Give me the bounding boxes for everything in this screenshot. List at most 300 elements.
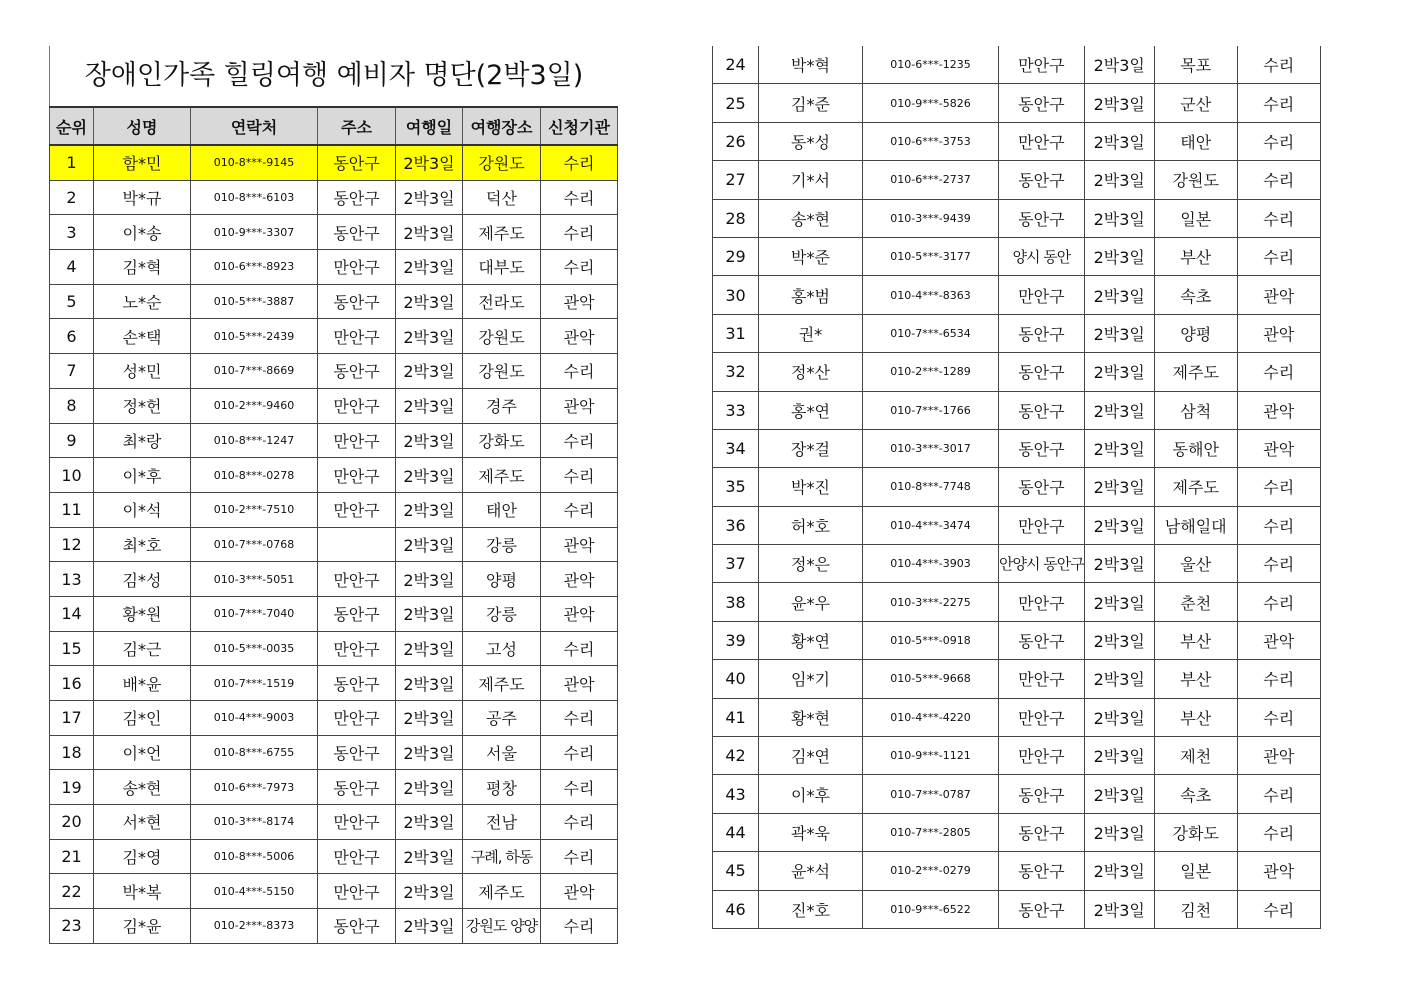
table-row — [713, 314, 1321, 352]
cell-destination: 강화도 — [1154, 813, 1237, 851]
cell-destination: 부산 — [1154, 660, 1237, 698]
table-row — [713, 890, 1321, 928]
cell-travel-days: 2박3일 — [1084, 890, 1154, 928]
cell-name: 최*호 — [94, 527, 191, 562]
cell-travel-days: 2박3일 — [396, 145, 463, 180]
cell-name: 정*은 — [759, 545, 863, 583]
cell-destination: 태안 — [1154, 122, 1237, 160]
cell-address: 만안구 — [318, 874, 396, 909]
table-row — [713, 506, 1321, 544]
cell-name: 김*성 — [94, 562, 191, 597]
table-row — [713, 737, 1321, 775]
cell-destination: 양평 — [463, 562, 541, 597]
cell-address: 만안구 — [318, 562, 396, 597]
cell-destination: 부산 — [1154, 237, 1237, 275]
header-contact: 연락처 — [191, 107, 318, 145]
cell-address: 만안구 — [999, 506, 1085, 544]
cell-travel-days: 2박3일 — [1084, 660, 1154, 698]
cell-name: 장*걸 — [759, 429, 863, 467]
cell-agency: 수리 — [1237, 775, 1320, 813]
cell-name: 김*혁 — [94, 250, 191, 285]
table-row — [713, 199, 1321, 237]
cell-travel-days: 2박3일 — [396, 354, 463, 389]
cell-agency: 수리 — [541, 145, 618, 180]
cell-contact: 010-7***-0768 — [191, 527, 318, 562]
cell-rank: 19 — [50, 770, 94, 805]
cell-address: 동안구 — [999, 775, 1085, 813]
cell-travel-days: 2박3일 — [1084, 813, 1154, 851]
cell-destination: 제주도 — [463, 215, 541, 250]
cell-agency: 관악 — [541, 527, 618, 562]
cell-contact: 010-4***-4220 — [863, 698, 999, 736]
cell-rank: 39 — [713, 621, 759, 659]
cell-name: 곽*욱 — [759, 813, 863, 851]
cell-address: 만안구 — [999, 46, 1085, 84]
cell-name: 성*민 — [94, 354, 191, 389]
cell-destination: 제주도 — [463, 458, 541, 493]
cell-agency: 수리 — [541, 735, 618, 770]
cell-agency: 수리 — [541, 492, 618, 527]
cell-destination: 강원도 양양 — [463, 909, 541, 944]
cell-rank: 31 — [713, 314, 759, 352]
cell-travel-days: 2박3일 — [1084, 621, 1154, 659]
cell-contact: 010-3***-5051 — [191, 562, 318, 597]
cell-agency: 수리 — [1237, 583, 1320, 621]
cell-address: 동안구 — [999, 161, 1085, 199]
cell-agency: 관악 — [1237, 276, 1320, 314]
cell-contact: 010-8***-0278 — [191, 458, 318, 493]
table-row — [50, 666, 618, 701]
cell-address: 만안구 — [318, 250, 396, 285]
cell-contact: 010-7***-6534 — [863, 314, 999, 352]
cell-agency: 수리 — [541, 770, 618, 805]
cell-travel-days: 2박3일 — [396, 319, 463, 354]
cell-name: 송*현 — [94, 770, 191, 805]
cell-rank: 13 — [50, 562, 94, 597]
cell-name: 이*석 — [94, 492, 191, 527]
cell-name: 김*근 — [94, 631, 191, 666]
table-row — [713, 46, 1321, 84]
cell-address: 동안구 — [999, 199, 1085, 237]
cell-name: 이*송 — [94, 215, 191, 250]
cell-travel-days: 2박3일 — [396, 666, 463, 701]
cell-travel-days: 2박3일 — [396, 527, 463, 562]
cell-contact: 010-8***-5006 — [191, 839, 318, 874]
table-row — [50, 145, 618, 180]
table-body-left — [50, 145, 618, 943]
header-address: 주소 — [318, 107, 396, 145]
cell-name: 박*복 — [94, 874, 191, 909]
cell-destination: 남해일대 — [1154, 506, 1237, 544]
cell-address: 만안구 — [999, 698, 1085, 736]
cell-agency: 수리 — [541, 805, 618, 840]
cell-contact: 010-8***-9145 — [191, 145, 318, 180]
table-row — [50, 284, 618, 319]
cell-contact: 010-7***-0787 — [863, 775, 999, 813]
cell-address: 동안구 — [318, 909, 396, 944]
cell-name: 동*성 — [759, 122, 863, 160]
cell-contact: 010-4***-5150 — [191, 874, 318, 909]
cell-destination: 강원도 — [463, 354, 541, 389]
cell-name: 김*연 — [759, 737, 863, 775]
cell-destination: 제주도 — [1154, 353, 1237, 391]
header-travel-days: 여행일 — [396, 107, 463, 145]
cell-rank: 30 — [713, 276, 759, 314]
cell-address: 만안구 — [318, 423, 396, 458]
table-body-right — [713, 46, 1321, 928]
cell-contact: 010-7***-1519 — [191, 666, 318, 701]
cell-rank: 41 — [713, 698, 759, 736]
table-row — [50, 354, 618, 389]
cell-name: 황*연 — [759, 621, 863, 659]
cell-travel-days: 2박3일 — [396, 492, 463, 527]
table-row — [713, 545, 1321, 583]
table-row — [50, 527, 618, 562]
cell-name: 윤*석 — [759, 852, 863, 890]
cell-address: 동안구 — [999, 391, 1085, 429]
cell-address: 동안구 — [999, 890, 1085, 928]
table-row — [713, 391, 1321, 429]
cell-agency: 관악 — [541, 874, 618, 909]
table-row — [50, 562, 618, 597]
cell-rank: 1 — [50, 145, 94, 180]
cell-contact: 010-7***-7040 — [191, 596, 318, 631]
table-row — [50, 909, 618, 944]
cell-address: 동안구 — [999, 852, 1085, 890]
cell-address: 만안구 — [318, 805, 396, 840]
cell-travel-days: 2박3일 — [396, 735, 463, 770]
cell-travel-days: 2박3일 — [1084, 698, 1154, 736]
cell-travel-days: 2박3일 — [396, 631, 463, 666]
cell-name: 최*랑 — [94, 423, 191, 458]
cell-address: 동안구 — [318, 666, 396, 701]
cell-rank: 11 — [50, 492, 94, 527]
header-name: 성명 — [94, 107, 191, 145]
cell-rank: 4 — [50, 250, 94, 285]
cell-contact: 010-5***-3887 — [191, 284, 318, 319]
cell-destination: 제천 — [1154, 737, 1237, 775]
cell-name: 노*순 — [94, 284, 191, 319]
cell-destination: 제주도 — [1154, 468, 1237, 506]
cell-contact: 010-5***-9668 — [863, 660, 999, 698]
page-title: 장애인가족 힐링여행 예비자 명단(2박3일) — [49, 46, 618, 106]
cell-name: 손*택 — [94, 319, 191, 354]
cell-travel-days: 2박3일 — [1084, 353, 1154, 391]
cell-destination: 제주도 — [463, 666, 541, 701]
table-row — [713, 583, 1321, 621]
cell-rank: 15 — [50, 631, 94, 666]
table-row — [713, 429, 1321, 467]
cell-destination: 속초 — [1154, 276, 1237, 314]
cell-destination: 서울 — [463, 735, 541, 770]
left-panel — [49, 46, 618, 944]
cell-agency: 수리 — [541, 458, 618, 493]
cell-rank: 27 — [713, 161, 759, 199]
cell-agency: 수리 — [1237, 46, 1320, 84]
cell-travel-days: 2박3일 — [1084, 237, 1154, 275]
cell-agency: 관악 — [1237, 429, 1320, 467]
cell-travel-days: 2박3일 — [1084, 468, 1154, 506]
cell-agency: 수리 — [541, 423, 618, 458]
cell-travel-days: 2박3일 — [396, 874, 463, 909]
cell-travel-days: 2박3일 — [1084, 545, 1154, 583]
cell-destination: 양평 — [1154, 314, 1237, 352]
cell-address: 만안구 — [999, 122, 1085, 160]
cell-travel-days: 2박3일 — [1084, 122, 1154, 160]
cell-destination: 경주 — [463, 388, 541, 423]
cell-rank: 37 — [713, 545, 759, 583]
table-row — [713, 852, 1321, 890]
cell-destination: 평창 — [463, 770, 541, 805]
cell-destination: 삼척 — [1154, 391, 1237, 429]
cell-destination: 춘천 — [1154, 583, 1237, 621]
cell-rank: 29 — [713, 237, 759, 275]
cell-contact: 010-6***-7973 — [191, 770, 318, 805]
cell-address: 만안구 — [999, 737, 1085, 775]
cell-contact: 010-8***-1247 — [191, 423, 318, 458]
cell-travel-days: 2박3일 — [396, 805, 463, 840]
cell-rank: 32 — [713, 353, 759, 391]
cell-rank: 28 — [713, 199, 759, 237]
cell-travel-days: 2박3일 — [396, 909, 463, 944]
cell-address: 만안구 — [318, 388, 396, 423]
table-row — [713, 84, 1321, 122]
cell-contact: 010-6***-8923 — [191, 250, 318, 285]
cell-name: 박*준 — [759, 237, 863, 275]
cell-travel-days: 2박3일 — [396, 284, 463, 319]
cell-rank: 3 — [50, 215, 94, 250]
cell-agency: 수리 — [541, 180, 618, 215]
cell-destination: 목포 — [1154, 46, 1237, 84]
table-header-row — [50, 107, 618, 145]
cell-name: 함*민 — [94, 145, 191, 180]
cell-contact: 010-4***-8363 — [863, 276, 999, 314]
table-row — [50, 874, 618, 909]
cell-travel-days: 2박3일 — [396, 215, 463, 250]
cell-destination: 전라도 — [463, 284, 541, 319]
cell-destination: 일본 — [1154, 852, 1237, 890]
table-row — [50, 388, 618, 423]
table-row — [50, 180, 618, 215]
cell-contact: 010-6***-3753 — [863, 122, 999, 160]
cell-contact: 010-7***-8669 — [191, 354, 318, 389]
cell-agency: 수리 — [1237, 890, 1320, 928]
cell-name: 김*윤 — [94, 909, 191, 944]
cell-contact: 010-3***-8174 — [191, 805, 318, 840]
cell-travel-days: 2박3일 — [396, 180, 463, 215]
cell-name: 홍*범 — [759, 276, 863, 314]
cell-agency: 수리 — [541, 701, 618, 736]
cell-rank: 2 — [50, 180, 94, 215]
cell-contact: 010-8***-6755 — [191, 735, 318, 770]
cell-address: 동안구 — [318, 215, 396, 250]
table-row — [50, 770, 618, 805]
cell-agency: 수리 — [541, 354, 618, 389]
cell-name: 이*언 — [94, 735, 191, 770]
cell-contact: 010-5***-0035 — [191, 631, 318, 666]
cell-agency: 관악 — [541, 596, 618, 631]
cell-agency: 관악 — [541, 388, 618, 423]
cell-rank: 46 — [713, 890, 759, 928]
cell-agency: 수리 — [1237, 660, 1320, 698]
cell-rank: 20 — [50, 805, 94, 840]
table-row — [50, 423, 618, 458]
table-row — [50, 735, 618, 770]
table-row — [713, 813, 1321, 851]
cell-travel-days: 2박3일 — [396, 596, 463, 631]
cell-address: 안양시 동안구 — [999, 545, 1085, 583]
cell-name: 권* — [759, 314, 863, 352]
cell-contact: 010-2***-8373 — [191, 909, 318, 944]
cell-contact: 010-2***-9460 — [191, 388, 318, 423]
table-row — [713, 353, 1321, 391]
cell-name: 송*현 — [759, 199, 863, 237]
cell-name: 기*서 — [759, 161, 863, 199]
cell-rank: 36 — [713, 506, 759, 544]
cell-address: 동안구 — [318, 770, 396, 805]
cell-destination: 군산 — [1154, 84, 1237, 122]
cell-agency: 수리 — [1237, 468, 1320, 506]
cell-name: 이*후 — [759, 775, 863, 813]
cell-travel-days: 2박3일 — [1084, 161, 1154, 199]
cell-address: 동안구 — [999, 353, 1085, 391]
cell-destination: 강화도 — [463, 423, 541, 458]
cell-agency: 관악 — [541, 666, 618, 701]
cell-contact: 010-8***-7748 — [863, 468, 999, 506]
cell-rank: 23 — [50, 909, 94, 944]
cell-travel-days: 2박3일 — [1084, 737, 1154, 775]
cell-agency: 수리 — [541, 839, 618, 874]
cell-rank: 18 — [50, 735, 94, 770]
cell-contact: 010-4***-3474 — [863, 506, 999, 544]
cell-contact: 010-2***-1289 — [863, 353, 999, 391]
cell-address: 동안구 — [999, 84, 1085, 122]
cell-travel-days: 2박3일 — [396, 458, 463, 493]
cell-name: 황*원 — [94, 596, 191, 631]
cell-name: 서*현 — [94, 805, 191, 840]
cell-address: 만안구 — [318, 839, 396, 874]
table-row — [50, 319, 618, 354]
cell-agency: 관악 — [541, 562, 618, 597]
cell-contact: 010-5***-2439 — [191, 319, 318, 354]
cell-name: 배*윤 — [94, 666, 191, 701]
cell-contact: 010-7***-1766 — [863, 391, 999, 429]
cell-agency: 관악 — [1237, 621, 1320, 659]
cell-address: 만안구 — [318, 631, 396, 666]
cell-address: 만안구 — [318, 701, 396, 736]
cell-rank: 26 — [713, 122, 759, 160]
table-row — [50, 215, 618, 250]
table-row — [50, 701, 618, 736]
cell-rank: 45 — [713, 852, 759, 890]
cell-destination: 김천 — [1154, 890, 1237, 928]
table-row — [713, 161, 1321, 199]
cell-rank: 34 — [713, 429, 759, 467]
cell-agency: 수리 — [1237, 199, 1320, 237]
cell-rank: 14 — [50, 596, 94, 631]
cell-destination: 태안 — [463, 492, 541, 527]
cell-rank: 42 — [713, 737, 759, 775]
cell-contact: 010-7***-2805 — [863, 813, 999, 851]
cell-address: 만안구 — [318, 458, 396, 493]
cell-travel-days: 2박3일 — [396, 770, 463, 805]
cell-agency: 관악 — [1237, 737, 1320, 775]
cell-travel-days: 2박3일 — [1084, 583, 1154, 621]
cell-name: 김*준 — [759, 84, 863, 122]
cell-travel-days: 2박3일 — [1084, 429, 1154, 467]
cell-travel-days: 2박3일 — [1084, 314, 1154, 352]
cell-contact: 010-5***-3177 — [863, 237, 999, 275]
cell-address: 만안구 — [318, 492, 396, 527]
cell-contact: 010-3***-3017 — [863, 429, 999, 467]
cell-rank: 6 — [50, 319, 94, 354]
header-agency: 신청기관 — [541, 107, 618, 145]
cell-agency: 수리 — [541, 909, 618, 944]
cell-agency: 수리 — [541, 250, 618, 285]
table-row — [713, 660, 1321, 698]
table-row — [50, 492, 618, 527]
cell-rank: 10 — [50, 458, 94, 493]
cell-travel-days: 2박3일 — [396, 250, 463, 285]
cell-name: 정*산 — [759, 353, 863, 391]
cell-travel-days: 2박3일 — [1084, 84, 1154, 122]
cell-contact: 010-4***-3903 — [863, 545, 999, 583]
cell-address: 만안구 — [318, 319, 396, 354]
cell-destination: 고성 — [463, 631, 541, 666]
cell-address: 만안구 — [999, 660, 1085, 698]
cell-contact: 010-6***-2737 — [863, 161, 999, 199]
table-row — [50, 839, 618, 874]
cell-travel-days: 2박3일 — [396, 701, 463, 736]
cell-destination: 구례, 하동 — [463, 839, 541, 874]
cell-address: 동안구 — [318, 145, 396, 180]
cell-agency: 수리 — [1237, 813, 1320, 851]
cell-destination: 제주도 — [463, 874, 541, 909]
table-row — [713, 237, 1321, 275]
cell-name: 홍*연 — [759, 391, 863, 429]
table-row — [713, 698, 1321, 736]
cell-contact: 010-4***-9003 — [191, 701, 318, 736]
right-panel — [712, 46, 1321, 929]
cell-name: 김*인 — [94, 701, 191, 736]
cell-address: 만안구 — [999, 276, 1085, 314]
cell-name: 김*영 — [94, 839, 191, 874]
list-table-right — [712, 46, 1321, 929]
cell-rank: 38 — [713, 583, 759, 621]
cell-contact: 010-8***-6103 — [191, 180, 318, 215]
cell-destination: 일본 — [1154, 199, 1237, 237]
header-destination: 여행장소 — [463, 107, 541, 145]
cell-contact: 010-2***-0279 — [863, 852, 999, 890]
cell-agency: 관악 — [541, 284, 618, 319]
cell-agency: 수리 — [1237, 122, 1320, 160]
cell-agency: 수리 — [1237, 698, 1320, 736]
cell-rank: 44 — [713, 813, 759, 851]
cell-travel-days: 2박3일 — [1084, 852, 1154, 890]
cell-travel-days: 2박3일 — [396, 562, 463, 597]
cell-destination: 울산 — [1154, 545, 1237, 583]
cell-agency: 관악 — [1237, 852, 1320, 890]
cell-rank: 5 — [50, 284, 94, 319]
cell-address: 동안구 — [999, 429, 1085, 467]
cell-rank: 33 — [713, 391, 759, 429]
cell-agency: 수리 — [1237, 161, 1320, 199]
cell-travel-days: 2박3일 — [1084, 506, 1154, 544]
table-row — [50, 458, 618, 493]
cell-address: 동안구 — [318, 735, 396, 770]
table-row — [50, 631, 618, 666]
cell-address: 동안구 — [318, 284, 396, 319]
